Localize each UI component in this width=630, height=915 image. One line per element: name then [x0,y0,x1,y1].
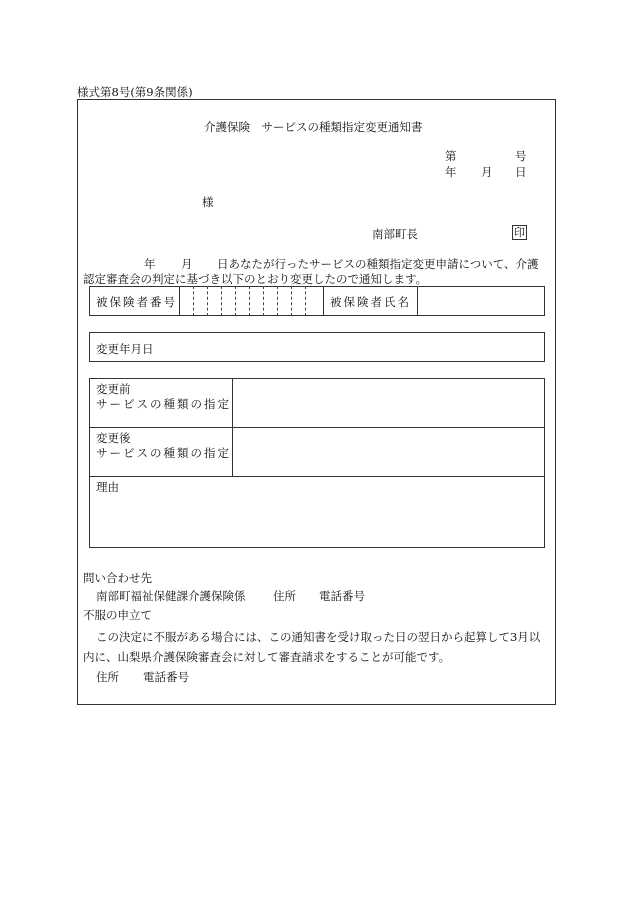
contact-heading: 問い合わせ先 [83,571,152,585]
issuer-name: 南部町長 [372,227,418,241]
appeal-phone-label: 電話番号 [143,670,189,684]
seal-stamp: 印 [514,226,525,239]
contact-phone-label: 電話番号 [319,589,365,603]
change-date-label: 変更年月日 [96,342,154,356]
date-month: 月 [481,165,493,179]
reason-label: 理由 [96,480,119,494]
number-go: 号 [515,149,527,163]
service-type-table [89,378,545,548]
appeal-heading: 不服の申立て [83,608,152,622]
change-date-row [89,332,545,362]
form-label: 様式第8号(第9条関係) [77,85,193,99]
contact-department: 南部町福祉保健課介護保険係 [96,589,246,603]
body-month: 月 [181,257,193,271]
date-day: 日 [515,165,527,179]
document-title: 介護保険 サービスの種類指定変更通知書 [204,120,423,134]
before-label-2: サービスの種類の指定 [96,397,231,411]
appeal-text-line2: 内に、山梨県介護保険審査会に対して審査請求をすることが可能です。 [83,650,451,664]
after-label-2: サービスの種類の指定 [96,446,231,460]
appeal-address-label: 住所 [96,670,119,684]
insured-row [89,286,545,316]
insured-name-field[interactable] [418,287,544,315]
date-year: 年 [445,165,457,179]
after-service-field[interactable] [233,428,544,476]
before-label-1: 変更前 [96,382,131,396]
insured-number-label: 被保険者番号 [96,295,177,309]
insured-name-label: 被保険者氏名 [330,295,411,309]
appeal-text-line1: この決定に不服がある場合には、この通知書を受け取った日の翌日から起算して3月以 [96,630,541,644]
body-year: 年 [144,257,156,271]
insured-number-field[interactable] [179,286,323,316]
contact-address-label: 住所 [273,589,296,603]
body-text-line1: 日あなたが行ったサービスの種類指定変更申請について、介護 [217,257,539,271]
after-label-1: 変更後 [96,431,131,445]
number-dai: 第 [445,149,457,163]
reason-field[interactable] [90,492,544,547]
addressee-suffix: 様 [202,195,214,209]
form-frame [77,99,556,705]
body-text-line2: 認定審査会の判定に基づき以下のとおり変更したので通知します。 [83,272,428,286]
before-service-field[interactable] [233,379,544,427]
